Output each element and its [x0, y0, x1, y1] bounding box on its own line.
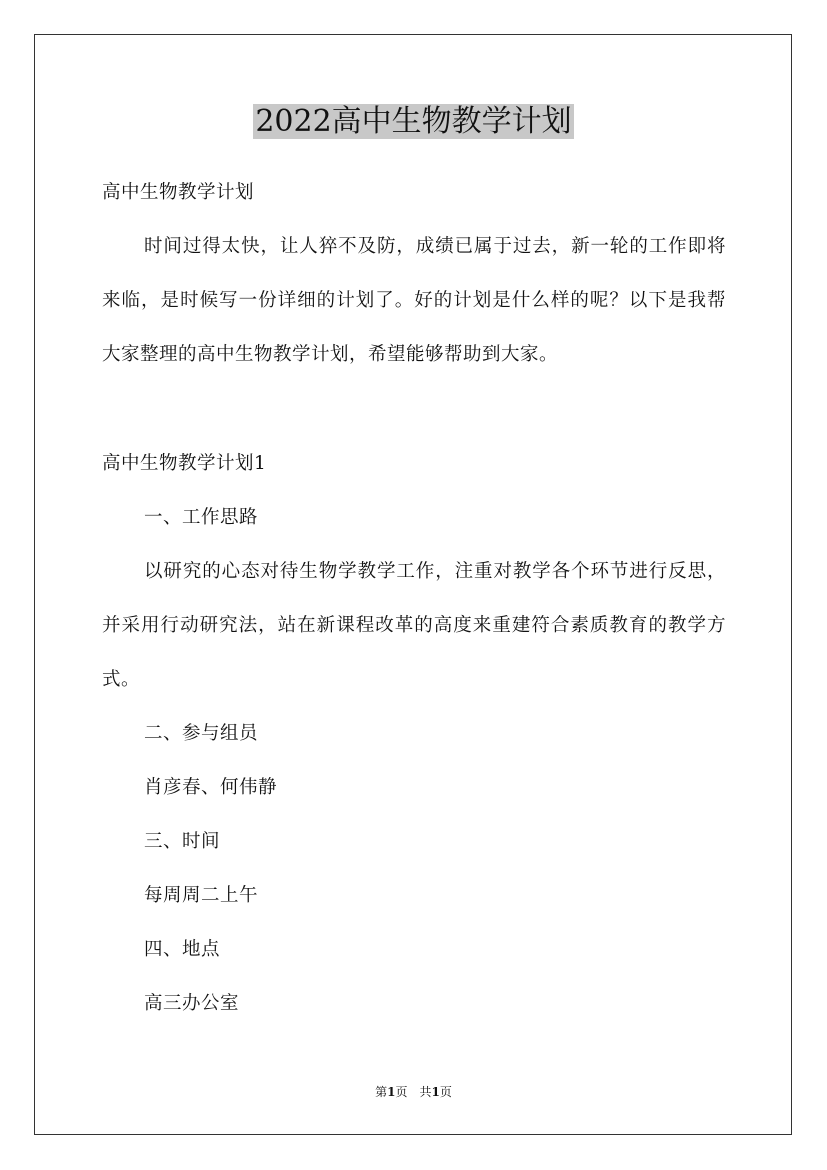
heading-members: 二、参与组员	[144, 723, 259, 744]
heading-time: 三、时间	[144, 831, 221, 852]
footer-middle: 页 共	[395, 1085, 432, 1099]
footer-page-total: 1	[431, 1085, 440, 1099]
footer-page-current: 1	[387, 1085, 396, 1099]
page-footer	[0, 1082, 827, 1102]
intro-paragraph: 时间过得太快，让人猝不及防，成绩已属于过去，新一轮的工作即将来临，是时候写一份详细的计划了。好的计划是什么样的呢？以下是我帮大家整理的高中生物教学计划，希望能够帮助到大家。	[102, 236, 726, 365]
footer-suffix: 页	[439, 1085, 452, 1099]
heading-work-approach: 一、工作思路	[144, 507, 259, 528]
members-text: 肖彦春、何伟静	[144, 777, 278, 798]
work-approach-paragraph: 以研究的心态对待生物学教学工作，注重对教学各个环节进行反思，并采用行动研究法，站在新课程改革的高度来重建符合素质教育的教学方式。	[102, 561, 726, 690]
heading-location: 四、地点	[144, 939, 221, 960]
footer-prefix: 第	[375, 1085, 388, 1099]
time-text: 每周周二上午	[144, 885, 259, 906]
location-text: 高三办公室	[144, 993, 240, 1014]
section-title: 高中生物教学计划1	[102, 453, 267, 474]
document-title-text: 2022高中生物教学计划	[255, 104, 572, 139]
document-subtitle: 高中生物教学计划	[102, 182, 255, 203]
document-title	[0, 100, 827, 144]
